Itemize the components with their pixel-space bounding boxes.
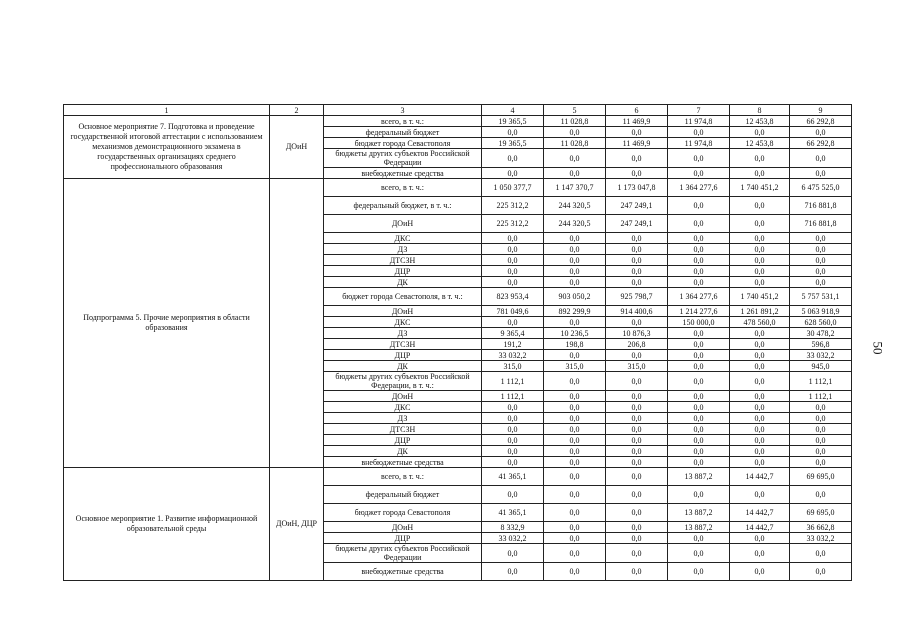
amount-cell: 0,0 (544, 504, 606, 522)
amount-cell: 0,0 (544, 424, 606, 435)
amount-cell: 0,0 (606, 446, 668, 457)
amount-cell: 244 320,5 (544, 197, 606, 215)
amount-cell: 0,0 (730, 255, 790, 266)
amount-cell: 0,0 (606, 372, 668, 391)
amount-cell: 1 364 277,6 (668, 288, 730, 306)
amount-cell: 0,0 (668, 197, 730, 215)
header-row (64, 105, 852, 116)
amount-cell: 0,0 (544, 413, 606, 424)
amount-cell: 0,0 (606, 255, 668, 266)
amount-cell: 0,0 (668, 486, 730, 504)
funding-source-label: ДК (324, 277, 482, 288)
amount-cell: 0,0 (668, 544, 730, 563)
funding-source-label: федеральный бюджет (324, 486, 482, 504)
funding-source-label: внебюджетные средства (324, 457, 482, 468)
amount-cell: 892 299,9 (544, 306, 606, 317)
amount-cell: 0,0 (730, 328, 790, 339)
amount-cell: 0,0 (730, 413, 790, 424)
amount-cell: 0,0 (730, 215, 790, 233)
amount-cell: 0,0 (730, 402, 790, 413)
amount-cell: 0,0 (730, 435, 790, 446)
funding-source-label: ДКС (324, 317, 482, 328)
amount-cell: 0,0 (482, 149, 544, 168)
amount-cell: 0,0 (544, 468, 606, 486)
amount-cell: 0,0 (668, 435, 730, 446)
amount-cell: 11 974,8 (668, 138, 730, 149)
amount-cell: 0,0 (544, 533, 606, 544)
amount-cell: 0,0 (606, 244, 668, 255)
amount-cell: 41 365,1 (482, 504, 544, 522)
amount-cell: 716 881,8 (790, 197, 852, 215)
amount-cell: 33 032,2 (790, 533, 852, 544)
amount-cell: 0,0 (790, 266, 852, 277)
amount-cell: 0,0 (790, 563, 852, 581)
amount-cell: 0,0 (482, 168, 544, 179)
amount-cell: 0,0 (668, 372, 730, 391)
amount-cell: 198,8 (544, 339, 606, 350)
funding-source-label: ДК (324, 361, 482, 372)
amount-cell: 0,0 (668, 233, 730, 244)
amount-cell: 0,0 (544, 233, 606, 244)
amount-cell: 11 028,8 (544, 116, 606, 127)
amount-cell: 0,0 (730, 533, 790, 544)
amount-cell: 1 740 451,2 (730, 288, 790, 306)
amount-cell: 0,0 (482, 446, 544, 457)
amount-cell: 19 365,5 (482, 138, 544, 149)
header-cell: 9 (790, 105, 852, 116)
amount-cell: 0,0 (730, 486, 790, 504)
funding-source-label: ДТСЗН (324, 255, 482, 266)
funding-source-label: внебюджетные средства (324, 168, 482, 179)
amount-cell: 925 798,7 (606, 288, 668, 306)
header-cell: 2 (270, 105, 324, 116)
amount-cell: 0,0 (730, 361, 790, 372)
amount-cell: 36 662,8 (790, 522, 852, 533)
amount-cell: 0,0 (668, 339, 730, 350)
amount-cell: 0,0 (730, 457, 790, 468)
funding-source-label: бюджеты других субъектов Российской Федерации (324, 149, 482, 168)
amount-cell: 0,0 (482, 563, 544, 581)
funding-source-label: всего, в т. ч.: (324, 179, 482, 197)
amount-cell: 0,0 (606, 468, 668, 486)
amount-cell: 0,0 (544, 486, 606, 504)
amount-cell: 0,0 (730, 127, 790, 138)
amount-cell: 10 236,5 (544, 328, 606, 339)
amount-cell: 0,0 (606, 127, 668, 138)
amount-cell: 0,0 (790, 424, 852, 435)
amount-cell: 0,0 (668, 563, 730, 581)
funding-source-label: ДЗ (324, 413, 482, 424)
amount-cell: 914 400,6 (606, 306, 668, 317)
amount-cell: 596,8 (790, 339, 852, 350)
amount-cell: 0,0 (544, 372, 606, 391)
group-description: Основное мероприятие 1. Развитие информационной образовательной среды (64, 468, 270, 581)
amount-cell: 0,0 (668, 277, 730, 288)
amount-cell: 8 332,9 (482, 522, 544, 533)
amount-cell: 0,0 (668, 413, 730, 424)
amount-cell: 628 560,0 (790, 317, 852, 328)
amount-cell: 0,0 (668, 457, 730, 468)
amount-cell: 206,8 (606, 339, 668, 350)
amount-cell: 12 453,8 (730, 138, 790, 149)
amount-cell: 10 876,3 (606, 328, 668, 339)
amount-cell: 1 050 377,7 (482, 179, 544, 197)
amount-cell: 0,0 (544, 391, 606, 402)
funding-source-label: бюджет города Севастополя, в т. ч.: (324, 288, 482, 306)
amount-cell: 0,0 (730, 372, 790, 391)
amount-cell: 69 695,0 (790, 468, 852, 486)
amount-cell: 0,0 (606, 522, 668, 533)
funding-source-label: бюджет города Севастополя (324, 504, 482, 522)
amount-cell: 0,0 (730, 424, 790, 435)
amount-cell: 0,0 (606, 413, 668, 424)
funding-source-label: ДЗ (324, 328, 482, 339)
amount-cell: 1 112,1 (790, 372, 852, 391)
amount-cell: 0,0 (606, 277, 668, 288)
amount-cell: 0,0 (606, 350, 668, 361)
amount-cell: 0,0 (790, 486, 852, 504)
amount-cell: 69 695,0 (790, 504, 852, 522)
funding-source-label: ДК (324, 446, 482, 457)
amount-cell: 0,0 (482, 255, 544, 266)
amount-cell: 823 953,4 (482, 288, 544, 306)
amount-cell: 11 469,9 (606, 138, 668, 149)
amount-cell: 0,0 (482, 413, 544, 424)
amount-cell: 0,0 (730, 168, 790, 179)
header-cell: 3 (324, 105, 482, 116)
funding-source-label: бюджеты других субъектов Российской Федерации, в т. ч.: (324, 372, 482, 391)
funding-source-label: ДКС (324, 233, 482, 244)
header-cell: 8 (730, 105, 790, 116)
funding-source-label: ДОиН (324, 306, 482, 317)
amount-cell: 5 757 531,1 (790, 288, 852, 306)
amount-cell: 0,0 (606, 563, 668, 581)
amount-cell: 33 032,2 (790, 350, 852, 361)
amount-cell: 11 469,9 (606, 116, 668, 127)
amount-cell: 0,0 (544, 544, 606, 563)
amount-cell: 13 887,2 (668, 468, 730, 486)
amount-cell: 150 000,0 (668, 317, 730, 328)
amount-cell: 0,0 (482, 266, 544, 277)
amount-cell: 903 050,2 (544, 288, 606, 306)
amount-cell: 0,0 (668, 149, 730, 168)
amount-cell: 0,0 (544, 522, 606, 533)
amount-cell: 33 032,2 (482, 350, 544, 361)
amount-cell: 0,0 (790, 127, 852, 138)
amount-cell: 0,0 (730, 563, 790, 581)
amount-cell: 0,0 (668, 350, 730, 361)
amount-cell: 0,0 (544, 402, 606, 413)
amount-cell: 0,0 (790, 168, 852, 179)
amount-cell: 19 365,5 (482, 116, 544, 127)
amount-cell: 1 364 277,6 (668, 179, 730, 197)
amount-cell: 0,0 (482, 244, 544, 255)
amount-cell: 66 292,8 (790, 116, 852, 127)
amount-cell: 478 560,0 (730, 317, 790, 328)
amount-cell: 13 887,2 (668, 504, 730, 522)
amount-cell: 33 032,2 (482, 533, 544, 544)
amount-cell: 0,0 (790, 255, 852, 266)
funding-source-label: ДЦР (324, 266, 482, 277)
amount-cell: 0,0 (606, 457, 668, 468)
amount-cell: 0,0 (482, 457, 544, 468)
amount-cell: 1 740 451,2 (730, 179, 790, 197)
amount-cell: 0,0 (606, 266, 668, 277)
amount-cell: 244 320,5 (544, 215, 606, 233)
funding-source-label: федеральный бюджет (324, 127, 482, 138)
amount-cell: 0,0 (790, 149, 852, 168)
amount-cell: 0,0 (668, 328, 730, 339)
amount-cell: 0,0 (790, 233, 852, 244)
amount-cell: 0,0 (544, 457, 606, 468)
amount-cell: 0,0 (606, 149, 668, 168)
table-row (64, 468, 852, 486)
amount-cell: 0,0 (544, 168, 606, 179)
amount-cell: 0,0 (790, 402, 852, 413)
group-executor: ДОиН, ДЦР (270, 468, 324, 581)
amount-cell: 0,0 (544, 563, 606, 581)
amount-cell: 0,0 (668, 446, 730, 457)
group-description: Подпрограмма 5. Прочие мероприятия в области образования (64, 179, 270, 468)
amount-cell: 0,0 (482, 402, 544, 413)
amount-cell: 0,0 (730, 339, 790, 350)
amount-cell: 0,0 (668, 127, 730, 138)
amount-cell: 1 112,1 (790, 391, 852, 402)
amount-cell: 0,0 (790, 544, 852, 563)
amount-cell: 315,0 (544, 361, 606, 372)
amount-cell: 716 881,8 (790, 215, 852, 233)
funding-source-label: ДЗ (324, 244, 482, 255)
table-row (64, 116, 852, 127)
funding-source-label: ДКС (324, 402, 482, 413)
amount-cell: 12 453,8 (730, 116, 790, 127)
amount-cell: 0,0 (544, 149, 606, 168)
amount-cell: 14 442,7 (730, 522, 790, 533)
amount-cell: 247 249,1 (606, 215, 668, 233)
amount-cell: 0,0 (482, 486, 544, 504)
amount-cell: 0,0 (730, 544, 790, 563)
funding-source-label: ДЦР (324, 435, 482, 446)
amount-cell: 0,0 (668, 533, 730, 544)
amount-cell: 191,2 (482, 339, 544, 350)
amount-cell: 0,0 (668, 361, 730, 372)
amount-cell: 0,0 (790, 244, 852, 255)
amount-cell: 0,0 (668, 424, 730, 435)
funding-source-label: ДЦР (324, 350, 482, 361)
amount-cell: 225 312,2 (482, 215, 544, 233)
amount-cell: 0,0 (606, 544, 668, 563)
amount-cell: 0,0 (790, 457, 852, 468)
amount-cell: 1 173 047,8 (606, 179, 668, 197)
funding-source-label: ДОиН (324, 522, 482, 533)
group-executor: ДОиН (270, 116, 324, 179)
amount-cell: 0,0 (606, 391, 668, 402)
amount-cell: 0,0 (730, 266, 790, 277)
amount-cell: 781 049,6 (482, 306, 544, 317)
amount-cell: 0,0 (482, 233, 544, 244)
amount-cell: 0,0 (730, 197, 790, 215)
amount-cell: 41 365,1 (482, 468, 544, 486)
amount-cell: 0,0 (668, 402, 730, 413)
amount-cell: 0,0 (730, 233, 790, 244)
header-cell: 4 (482, 105, 544, 116)
amount-cell: 0,0 (544, 127, 606, 138)
amount-cell: 13 887,2 (668, 522, 730, 533)
amount-cell: 0,0 (606, 402, 668, 413)
amount-cell: 1 112,1 (482, 391, 544, 402)
amount-cell: 0,0 (606, 317, 668, 328)
amount-cell: 0,0 (544, 277, 606, 288)
group-description: Основное мероприятие 7. Подготовка и проведение государственной итоговой аттестации с использованием механизмов демонстрационного экзамена в государственных организациях среднего профессионального образования (64, 116, 270, 179)
amount-cell: 14 442,7 (730, 468, 790, 486)
amount-cell: 0,0 (668, 391, 730, 402)
group-executor (270, 179, 324, 468)
amount-cell: 0,0 (606, 424, 668, 435)
amount-cell: 5 063 918,9 (790, 306, 852, 317)
amount-cell: 0,0 (668, 266, 730, 277)
amount-cell: 0,0 (606, 504, 668, 522)
amount-cell: 0,0 (482, 317, 544, 328)
amount-cell: 0,0 (482, 544, 544, 563)
header-cell: 6 (606, 105, 668, 116)
budget-table (63, 104, 852, 581)
amount-cell: 0,0 (544, 255, 606, 266)
funding-source-label: всего, в т. ч.: (324, 468, 482, 486)
amount-cell: 0,0 (606, 233, 668, 244)
amount-cell: 0,0 (544, 435, 606, 446)
amount-cell: 0,0 (544, 350, 606, 361)
amount-cell: 0,0 (730, 149, 790, 168)
table-row (64, 179, 852, 197)
amount-cell: 225 312,2 (482, 197, 544, 215)
amount-cell: 0,0 (544, 266, 606, 277)
funding-source-label: внебюджетные средства (324, 563, 482, 581)
amount-cell: 1 112,1 (482, 372, 544, 391)
amount-cell: 66 292,8 (790, 138, 852, 149)
amount-cell: 0,0 (482, 127, 544, 138)
amount-cell: 0,0 (790, 435, 852, 446)
header-cell: 1 (64, 105, 270, 116)
amount-cell: 0,0 (668, 215, 730, 233)
amount-cell: 0,0 (606, 168, 668, 179)
amount-cell: 1 214 277,6 (668, 306, 730, 317)
amount-cell: 1 261 891,2 (730, 306, 790, 317)
header-cell: 5 (544, 105, 606, 116)
funding-source-label: ДОиН (324, 215, 482, 233)
amount-cell: 1 147 370,7 (544, 179, 606, 197)
amount-cell: 30 478,2 (790, 328, 852, 339)
amount-cell: 11 974,8 (668, 116, 730, 127)
funding-source-label: ДЦР (324, 533, 482, 544)
amount-cell: 0,0 (482, 277, 544, 288)
amount-cell: 0,0 (668, 255, 730, 266)
amount-cell: 0,0 (606, 486, 668, 504)
funding-source-label: бюджет города Севастополя (324, 138, 482, 149)
amount-cell: 315,0 (606, 361, 668, 372)
amount-cell: 0,0 (544, 244, 606, 255)
budget-document (63, 104, 851, 581)
funding-source-label: бюджеты других субъектов Российской Федерации (324, 544, 482, 563)
amount-cell: 0,0 (668, 168, 730, 179)
amount-cell: 0,0 (482, 435, 544, 446)
amount-cell: 0,0 (730, 350, 790, 361)
amount-cell: 945,0 (790, 361, 852, 372)
funding-source-label: всего, в т. ч.: (324, 116, 482, 127)
amount-cell: 247 249,1 (606, 197, 668, 215)
amount-cell: 0,0 (544, 317, 606, 328)
amount-cell: 0,0 (730, 391, 790, 402)
amount-cell: 9 365,4 (482, 328, 544, 339)
amount-cell: 315,0 (482, 361, 544, 372)
funding-source-label: ДТСЗН (324, 339, 482, 350)
amount-cell: 14 442,7 (730, 504, 790, 522)
amount-cell: 0,0 (606, 435, 668, 446)
amount-cell: 0,0 (606, 533, 668, 544)
amount-cell: 6 475 525,0 (790, 179, 852, 197)
amount-cell: 0,0 (790, 446, 852, 457)
amount-cell: 0,0 (730, 277, 790, 288)
amount-cell: 0,0 (668, 244, 730, 255)
amount-cell: 0,0 (544, 446, 606, 457)
amount-cell: 0,0 (730, 244, 790, 255)
amount-cell: 11 028,8 (544, 138, 606, 149)
funding-source-label: федеральный бюджет, в т. ч.: (324, 197, 482, 215)
amount-cell: 0,0 (730, 446, 790, 457)
amount-cell: 0,0 (790, 277, 852, 288)
funding-source-label: ДТСЗН (324, 424, 482, 435)
funding-source-label: ДОиН (324, 391, 482, 402)
amount-cell: 0,0 (482, 424, 544, 435)
page-number: 50 (870, 341, 886, 355)
amount-cell: 0,0 (790, 413, 852, 424)
header-cell: 7 (668, 105, 730, 116)
